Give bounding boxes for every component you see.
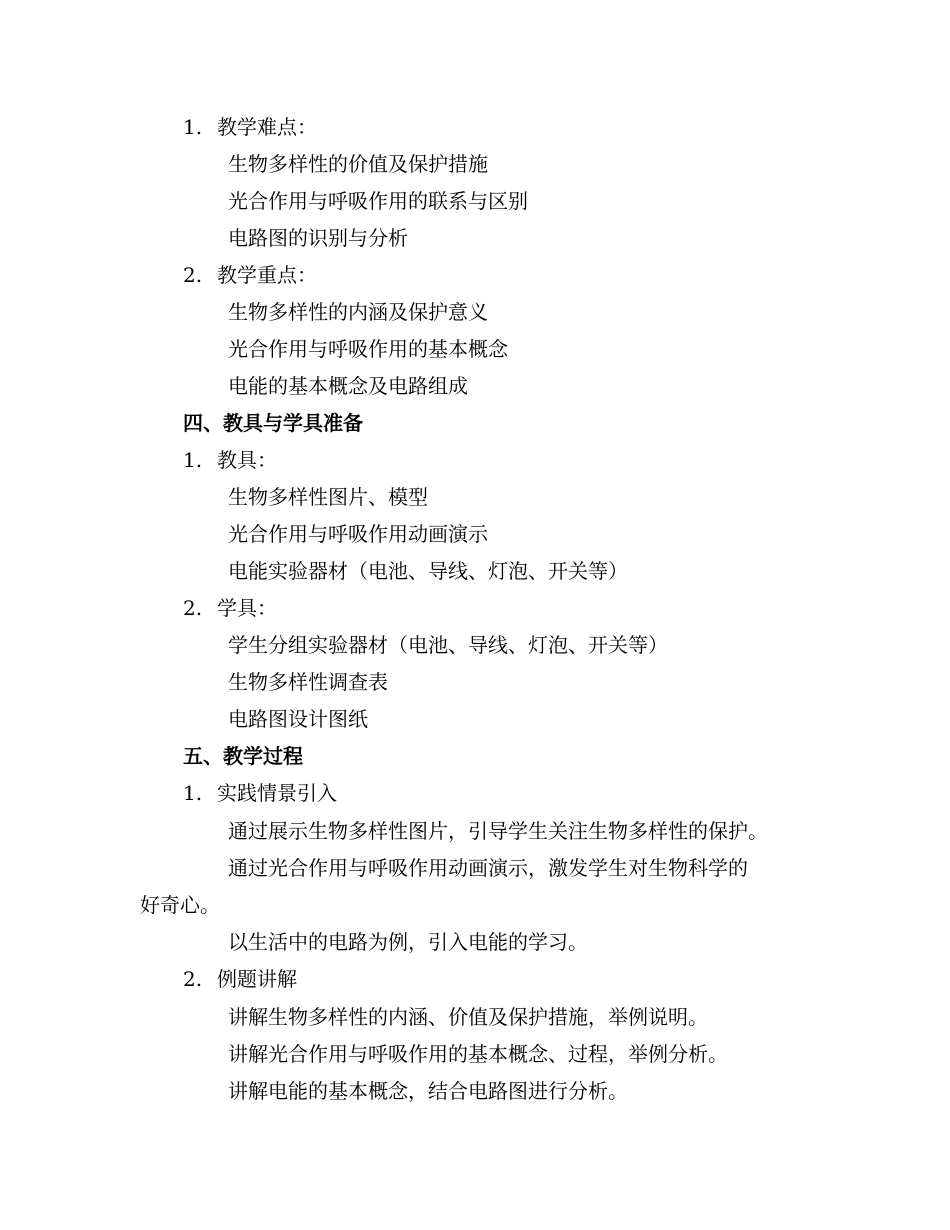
list-item: 生物多样性的价值及保护措施 [228, 152, 488, 176]
list-number: 1. [183, 115, 203, 139]
paragraph: 讲解光合作用与呼吸作用的基本概念、过程，举例分析。 [228, 1042, 728, 1066]
list-label: 例题讲解 [217, 967, 297, 991]
list-item: 电能实验器材（电池、导线、灯泡、开关等） [228, 559, 628, 583]
numbered-heading-introduction [183, 780, 337, 806]
list-label: 教学难点： [217, 115, 317, 139]
paragraph: 讲解生物多样性的内涵、价值及保护措施，举例说明。 [228, 1005, 708, 1029]
list-label: 实践情景引入 [217, 781, 337, 805]
numbered-heading-examples [183, 966, 297, 992]
section-heading-materials: 四、教具与学具准备 [183, 411, 363, 435]
section-heading-process: 五、教学过程 [183, 744, 303, 768]
numbered-heading-difficulties [183, 114, 317, 140]
list-item: 光合作用与呼吸作用动画演示 [228, 522, 488, 546]
list-item: 学生分组实验器材（电池、导线、灯泡、开关等） [228, 633, 668, 657]
list-number: 1. [183, 448, 203, 472]
list-number: 2. [183, 263, 203, 287]
paragraph: 以生活中的电路为例，引入电能的学习。 [228, 930, 588, 954]
list-number: 1. [183, 781, 203, 805]
list-number: 2. [183, 967, 203, 991]
list-item: 生物多样性图片、模型 [228, 485, 428, 509]
list-item: 生物多样性调查表 [228, 670, 388, 694]
list-item: 电路图设计图纸 [228, 707, 368, 731]
list-label: 教学重点： [217, 263, 317, 287]
list-label: 学具： [217, 596, 277, 620]
list-label: 教具： [217, 448, 277, 472]
paragraph: 讲解电能的基本概念，结合电路图进行分析。 [228, 1079, 628, 1103]
paragraph-continuation: 好奇心。 [140, 893, 220, 917]
numbered-heading-key-points [183, 262, 317, 288]
list-item: 光合作用与呼吸作用的联系与区别 [228, 189, 528, 213]
list-number: 2. [183, 596, 203, 620]
paragraph: 通过展示生物多样性图片，引导学生关注生物多样性的保护。 [228, 819, 768, 843]
list-item: 生物多样性的内涵及保护意义 [228, 300, 488, 324]
list-item: 电能的基本概念及电路组成 [228, 374, 468, 398]
paragraph: 通过光合作用与呼吸作用动画演示，激发学生对生物科学的 [228, 856, 748, 880]
list-item: 光合作用与呼吸作用的基本概念 [228, 337, 508, 361]
numbered-heading-teaching-aids [183, 447, 277, 473]
numbered-heading-student-aids [183, 595, 277, 621]
list-item: 电路图的识别与分析 [228, 226, 408, 250]
